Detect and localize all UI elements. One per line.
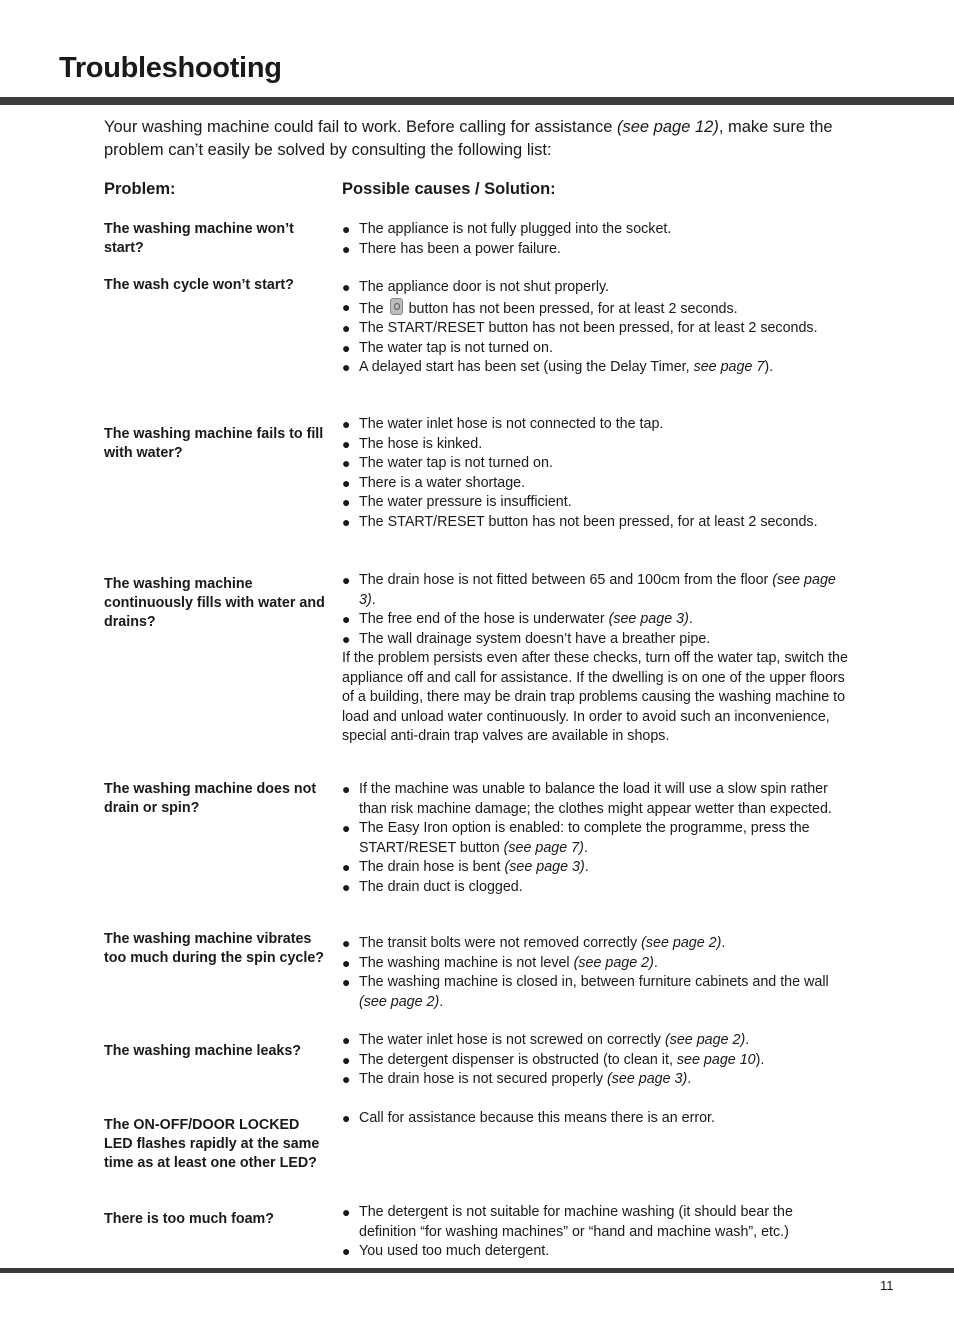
bullet-icon: ● [342, 630, 351, 647]
cause-text: . [653, 954, 658, 971]
cause-text: You used too much detergent. [359, 1243, 550, 1259]
bullet-icon: ● [342, 494, 351, 510]
intro-text: Your washing machine could fail to work. Before calling for assistance [104, 118, 617, 136]
cause-item [342, 415, 854, 435]
cause-text: . [371, 591, 376, 608]
cause-text: The START/RESET button has not been pressed, for at least 2 seconds. [359, 320, 818, 336]
bullet-icon: ● [342, 455, 351, 471]
cause-list [342, 934, 854, 1012]
page-reference: (see page 3) [608, 611, 689, 627]
page-reference: (see page 2) [359, 993, 440, 1010]
bullet-icon: ● [342, 1051, 351, 1068]
problem-text: The washing machine leaks? [104, 1043, 302, 1059]
cause-list [342, 1203, 854, 1262]
cause-item [342, 493, 854, 513]
cause-item [342, 454, 854, 474]
cause-text: The washing machine is not level [359, 954, 574, 971]
cause-text: button has not been pressed, for at least 2 seconds. [404, 300, 738, 317]
cause-item [342, 1203, 854, 1242]
problem-text: The washing machine won’t start? [104, 221, 294, 256]
cause-item [342, 934, 854, 954]
cause-item [342, 610, 854, 630]
cause-text: The appliance is not fully plugged into the socket. [359, 221, 672, 237]
cause-text: There is a water shortage. [359, 474, 526, 491]
bullet-icon: ● [342, 878, 351, 895]
bullet-icon: ● [342, 320, 351, 336]
cause-text: The [359, 300, 388, 317]
cause-text: ). [755, 1051, 765, 1068]
cause-item [342, 1109, 854, 1129]
problem-text: The wash cycle won’t start? [104, 277, 294, 293]
cause-text: The START/RESET button has not been pressed, for at least 2 seconds. [359, 513, 818, 530]
cause-item [342, 819, 854, 858]
cause-list [342, 415, 854, 532]
cause-text: The water inlet hose is not connected to the tap. [359, 416, 664, 432]
cause-text: The free end of the hose is underwater [359, 611, 609, 627]
cause-text: The washing machine is closed in, between furniture cabinets and the wall [359, 974, 829, 990]
header-rule [0, 97, 954, 105]
bullet-icon: ● [342, 781, 351, 797]
intro-page-ref: (see page 12) [617, 118, 719, 136]
bullet-icon: ● [342, 1032, 351, 1048]
cause-text: The hose is kinked. [359, 435, 483, 452]
cause-text: . [584, 859, 589, 875]
page-reference: (see page 2) [664, 1032, 746, 1048]
bullet-icon: ● [342, 1204, 351, 1220]
cause-item [342, 571, 854, 610]
bullet-icon: ● [342, 279, 351, 295]
solution-column-header: Possible causes / Solution: [342, 180, 556, 198]
bullet-icon: ● [342, 859, 351, 875]
intro-paragraph [104, 116, 844, 162]
problem-text: The washing machine fails to fill with water? [104, 426, 324, 461]
page-reference: (see page 2) [573, 954, 654, 971]
cause-list [342, 1031, 854, 1090]
bullet-icon: ● [342, 1071, 351, 1087]
cause-text: There has been a power failure. [359, 240, 561, 257]
page-title: Troubleshooting [59, 52, 282, 84]
cause-text: The detergent dispenser is obstructed (to clean it, [359, 1051, 677, 1068]
cause-item [342, 358, 854, 378]
cause-item [342, 630, 854, 650]
cause-list [342, 278, 854, 378]
bullet-icon: ● [342, 416, 351, 432]
cause-text: The wall drainage system doesn’t have a breather pipe. [359, 630, 711, 647]
cause-text: The appliance door is not shut properly. [359, 279, 610, 295]
cause-list [342, 220, 854, 259]
cause-item [342, 1031, 854, 1051]
cause-text: If the machine was unable to balance the load it will use a slow spin rather than risk machine damage; the clothes might appear wetter than expected. [359, 781, 832, 817]
cause-item [342, 858, 854, 878]
cause-item [342, 220, 854, 240]
problem-column-header: Problem: [104, 180, 176, 198]
problem-text: There is too much foam? [104, 1211, 274, 1227]
cause-text: The drain hose is bent [359, 859, 505, 875]
cause-text: The drain hose is not fitted between 65 and 100cm from the floor [359, 572, 773, 588]
problem-text: The washing machine does not drain or spin? [104, 781, 317, 816]
cause-list [342, 780, 854, 897]
cause-item [342, 435, 854, 455]
cause-text: The detergent is not suitable for machine washing (it should bear the definition “for washing machines” or “hand and machine wash”, etc.) [359, 1204, 793, 1240]
bullet-icon: ● [342, 572, 351, 588]
problem-text: The washing machine vibrates too much during the spin cycle? [104, 931, 325, 966]
cause-item [342, 973, 854, 1012]
bullet-icon: ● [342, 974, 351, 990]
cause-item [342, 278, 854, 298]
bullet-icon: ● [342, 240, 351, 257]
cause-text: The water tap is not turned on. [359, 455, 553, 471]
bullet-icon: ● [342, 474, 351, 491]
page-reference: (see page 7) [503, 839, 584, 856]
cause-text: . [721, 935, 726, 951]
page-reference: see page 7 [693, 359, 765, 375]
cause-item [342, 1070, 854, 1090]
cause-text: The water inlet hose is not screwed on correctly [359, 1032, 665, 1048]
cause-item [342, 474, 854, 494]
cause-text: . [745, 1032, 750, 1048]
cause-text: . [688, 611, 693, 627]
cause-item [342, 878, 854, 898]
cause-item [342, 780, 854, 819]
page-number: 11 [880, 1278, 894, 1293]
cause-text: The water pressure is insufficient. [359, 494, 572, 510]
bullet-icon: ● [342, 298, 351, 315]
bullet-icon: ● [342, 435, 351, 452]
problem-text: The washing machine continuously fills with water and drains? [104, 576, 325, 630]
cause-item [342, 1242, 854, 1262]
cause-item [342, 240, 854, 260]
cause-text: The water tap is not turned on. [359, 339, 553, 356]
power-button-icon [390, 298, 403, 315]
intro-text-end: , make sure the problem can’t easily be solved by consulting the following list: [104, 118, 833, 159]
bullet-icon: ● [342, 1243, 351, 1259]
bullet-icon: ● [342, 339, 351, 356]
bullet-icon: ● [342, 513, 351, 530]
cause-text: . [687, 1071, 692, 1087]
page-reference: (see page 3) [359, 572, 836, 608]
cause-item [342, 298, 854, 320]
cause-text: ). [764, 359, 774, 375]
cause-text: The drain duct is clogged. [359, 878, 523, 895]
page-reference: (see page 3) [606, 1071, 688, 1087]
cause-list [342, 1109, 854, 1129]
cause-text: Call for assistance because this means there is an error. [359, 1110, 716, 1126]
cause-text: The Easy Iron option is enabled: to complete the programme, press the START/RESET button [359, 820, 810, 856]
page-reference: (see page 2) [641, 935, 722, 951]
cause-item [342, 1051, 854, 1071]
cause-text: . [439, 993, 444, 1010]
page-reference: (see page 3) [504, 859, 585, 875]
cause-text: The transit bolts were not removed correctly [359, 935, 642, 951]
cause-item [342, 954, 854, 974]
cause-list [342, 571, 854, 747]
bullet-icon: ● [342, 611, 351, 627]
cause-item [342, 319, 854, 339]
cause-item [342, 339, 854, 359]
bullet-icon: ● [342, 221, 351, 237]
cause-note: If the problem persists even after these checks, turn off the water tap, switch the appliance off and call for assistance. If the dwelling is on one of the upper floors of a building, there may be drain trap problems causing the washing machine to load and unload water continuously. In order to avoid such an inconvenience, special anti-drain trap valves are available in shops. [342, 650, 848, 744]
bullet-icon: ● [342, 359, 351, 375]
cause-text: The drain hose is not secured properly [359, 1071, 607, 1087]
page-reference: see page 10 [676, 1051, 756, 1068]
cause-text: . [583, 839, 588, 856]
bullet-icon: ● [342, 935, 351, 951]
cause-item [342, 513, 854, 533]
bullet-icon: ● [342, 820, 351, 836]
cause-text: A delayed start has been set (using the Delay Timer, [359, 359, 694, 375]
bullet-icon: ● [342, 1110, 351, 1126]
footer-rule [0, 1268, 954, 1273]
problem-text: The ON-OFF/DOOR LOCKED LED flashes rapidly at the same time as at least one other LED? [104, 1117, 320, 1171]
bullet-icon: ● [342, 954, 351, 971]
